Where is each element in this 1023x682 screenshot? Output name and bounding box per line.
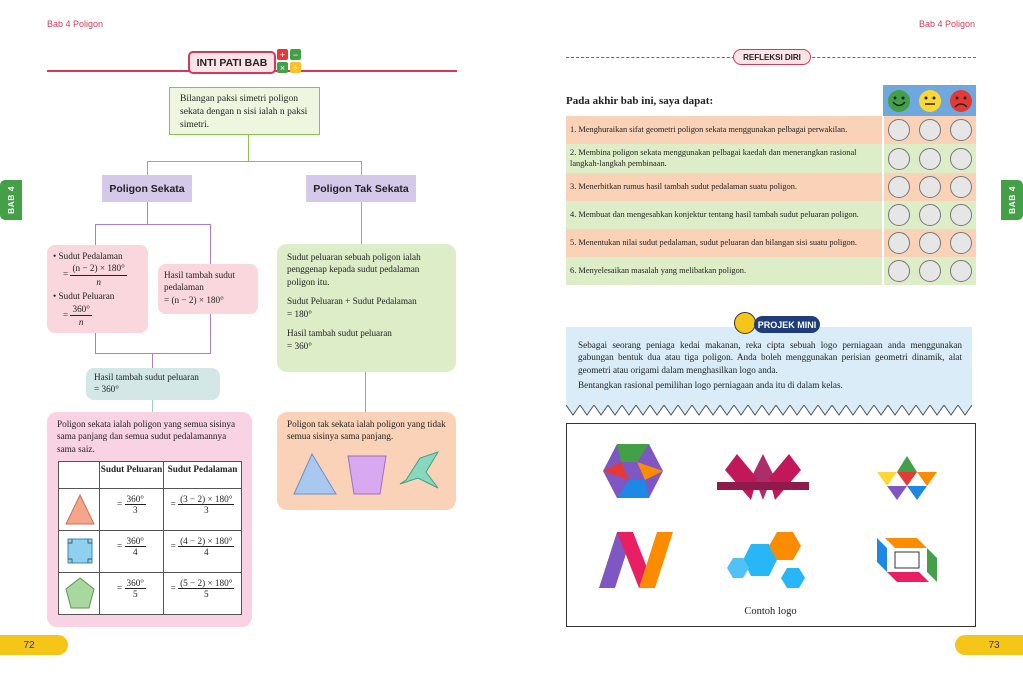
projek-paragraph-2: Bentangkan rasional pemilihan logo perniagaan anda itu di dalam kelas. [578, 380, 843, 391]
emoji-header [883, 85, 976, 116]
branch-irregular: Poligon Tak Sekata [306, 175, 416, 202]
rating-happy[interactable] [888, 204, 910, 226]
rating-sad[interactable] [950, 232, 972, 254]
interior-denominator: n [96, 276, 101, 287]
angles-table [58, 461, 242, 615]
irregular-definition: Poligon tak sekata ialah poligon yang tidak semua sisinya sama panjang. [287, 419, 446, 442]
connector [152, 400, 153, 412]
rating-happy[interactable] [888, 119, 910, 141]
rating-happy[interactable] [888, 232, 910, 254]
rating-neutral[interactable] [919, 148, 941, 170]
rating-neutral[interactable] [919, 260, 941, 282]
page-header-left: Bab 4 Poligon [47, 19, 104, 29]
connector [95, 224, 211, 225]
connector [152, 353, 153, 368]
projek-badge: PROJEK MINI [754, 316, 820, 333]
refleksi-row [566, 144, 976, 173]
rating-neutral[interactable] [919, 204, 941, 226]
rating-sad[interactable] [950, 176, 972, 198]
refleksi-item-1: 1. Menghuraikan sifat geometri poligon sekata menggunakan pelbagai perwakilan. [570, 124, 848, 134]
rating-neutral[interactable] [919, 176, 941, 198]
rating-happy[interactable] [888, 176, 910, 198]
rating-happy[interactable] [888, 148, 910, 170]
svg-text:+: + [279, 50, 286, 60]
triangle-icon [63, 492, 97, 528]
header-exterior: Sudut Peluaran [100, 464, 163, 474]
logo-chevrons-icon [717, 444, 809, 502]
svg-text:−: − [292, 50, 299, 60]
connector [95, 224, 96, 246]
side-tab-right: BAB 4 [1001, 180, 1023, 220]
logo-hexagon-icon [601, 442, 665, 500]
regular-definition: Poligon sekata ialah poligon yang semua sisinya sama panjang dan semua sudut pedalamannya sama saiz. [57, 419, 236, 454]
projek-icon [734, 312, 756, 334]
refleksi-row [566, 201, 976, 229]
rating-sad[interactable] [950, 260, 972, 282]
connector [361, 202, 362, 244]
refleksi-badge: REFLEKSI DIRI [733, 49, 811, 65]
grid-icon [276, 48, 302, 74]
svg-text:÷: ÷ [293, 63, 298, 73]
irregular-shapes-icon [288, 450, 448, 500]
projek-paragraph-1: Sebagai seorang peniaga kedai makanan, reka cipta sebuah logo perniagaan anda menggunakan gabungan bentuk dua atau tiga poligon. Anda boleh menggunakan perisian geometri dinamik, alat geometri atau origami dalam menghasilkan logo anda. [578, 340, 962, 375]
rating-sad[interactable] [950, 204, 972, 226]
connector [147, 161, 148, 175]
connector [361, 161, 362, 175]
logo-examples-box [566, 423, 976, 627]
sum-ext-text: Hasil tambah sudut peluaran [287, 328, 392, 339]
refleksi-item-3: 3. Menerbitkan rumus hasil tambah sudut pedalaman suatu poligon. [570, 181, 798, 191]
rating-neutral[interactable] [919, 232, 941, 254]
refleksi-item-5: 5. Menentukan nilai sudut pedalaman, sudut peluaran dan bilangan sisi suatu poligon. [570, 237, 858, 247]
connector [147, 202, 148, 224]
projek-text [578, 339, 962, 392]
sum-exterior-box [86, 368, 220, 400]
rating-sad[interactable] [950, 148, 972, 170]
sum-exterior-value: = 360° [94, 384, 119, 395]
logo-caption: Contoh logo [744, 606, 797, 617]
symmetry-text: Bilangan paksi simetri poligon sekata dengan n sisi ialah n paksi simetri. [180, 93, 308, 130]
pentagon-icon [63, 575, 97, 613]
sum-interior-value: = (n − 2) × 180° [164, 294, 224, 305]
connector [248, 135, 249, 161]
page-header-right: Bab 4 Poligon [918, 19, 975, 29]
rating-happy[interactable] [888, 260, 910, 282]
rating-neutral[interactable] [919, 119, 941, 141]
int-cell-3: = $\frac{(5 - 2) \times 180^\circ}{5}$ [170, 578, 233, 599]
happy-face-icon [887, 89, 911, 113]
regular-angles-box: • Sudut Pedalaman = $\frac{(n - 2) \times 180^\circ}{n}$ • Sudut Peluaran = $\frac{360^\circ}{n}$ [47, 245, 148, 333]
refleksi-item-4: 4. Membuat dan mengesahkan konjektur tentang hasil tambah sudut peluaran poligon. [570, 209, 859, 219]
zigzag-border [566, 405, 972, 417]
refleksi-item-2: 2. Membina poligon sekata menggunakan pelbagai kaedah dan menerangkan rasional langkah-langkah pembinaan. [570, 147, 857, 168]
complement-value: = 180° [287, 308, 312, 319]
complement-formula: Sudut Peluaran + Sudut Pedalaman [287, 296, 417, 307]
page-number-right: 73 [955, 635, 1023, 655]
exterior-numerator: 360° [70, 303, 91, 316]
interior-numerator: (n − 2) × 180° [70, 262, 126, 275]
branch-regular: Poligon Sekata [102, 175, 192, 202]
connector [95, 333, 96, 353]
connector [147, 161, 361, 162]
connector [95, 353, 211, 354]
logo-hexagons-icon [725, 528, 815, 594]
header-interior: Sudut Pedalaman [167, 464, 238, 474]
symmetry-box [169, 87, 320, 135]
sum-exterior-label: Hasil tambah sudut peluaran [94, 372, 199, 382]
refleksi-row [566, 229, 976, 257]
rating-sad[interactable] [950, 119, 972, 141]
sad-face-icon [949, 89, 973, 113]
sum-ext-value: = 360° [287, 340, 312, 351]
ext-cell-2: = $\frac{360^\circ}{4}$ [117, 536, 144, 557]
exterior-angle-item: • Sudut Peluaran [53, 291, 115, 302]
connector [365, 372, 366, 412]
refleksi-row [566, 173, 976, 201]
side-tab-left: BAB 4 [0, 180, 22, 220]
int-cell-2: = $\frac{(4 - 2) \times 180^\circ}{4}$ [170, 536, 233, 557]
sum-interior-label: Hasil tambah sudut pedalaman [164, 270, 235, 293]
logo-star-icon [877, 456, 937, 500]
interior-angle-item: • Sudut Pedalaman [53, 251, 123, 261]
square-icon [63, 534, 97, 570]
refleksi-item-6: 6. Menyelesaikan masalah yang melibatkan poligon. [570, 265, 747, 275]
irregular-angles-box [277, 244, 456, 372]
sum-interior-box [158, 264, 258, 314]
ext-cell-1: = $\frac{360^\circ}{3}$ [117, 494, 144, 515]
refleksi-row [566, 257, 976, 285]
refleksi-heading: Pada akhir bab ini, saya dapat: [566, 95, 714, 107]
logo-frame-icon [875, 532, 939, 588]
int-cell-1: = $\frac{(3 - 2) \times 180^\circ}{3}$ [170, 494, 233, 515]
connector [210, 224, 211, 264]
exterior-denominator: n [78, 317, 84, 328]
page-number-left: 72 [0, 635, 68, 655]
complement-text: Sudut peluaran sebuah poligon ialah penggenap kepada sudut pedalaman poligon itu. [287, 252, 421, 287]
connector [210, 314, 211, 354]
logo-n-icon [597, 532, 677, 588]
refleksi-row [566, 116, 976, 144]
neutral-face-icon [918, 89, 942, 113]
svg-text:×: × [279, 63, 286, 73]
ext-cell-3: = $\frac{360^\circ}{5}$ [117, 578, 144, 599]
title-badge: INTI PATI BAB [188, 51, 276, 74]
